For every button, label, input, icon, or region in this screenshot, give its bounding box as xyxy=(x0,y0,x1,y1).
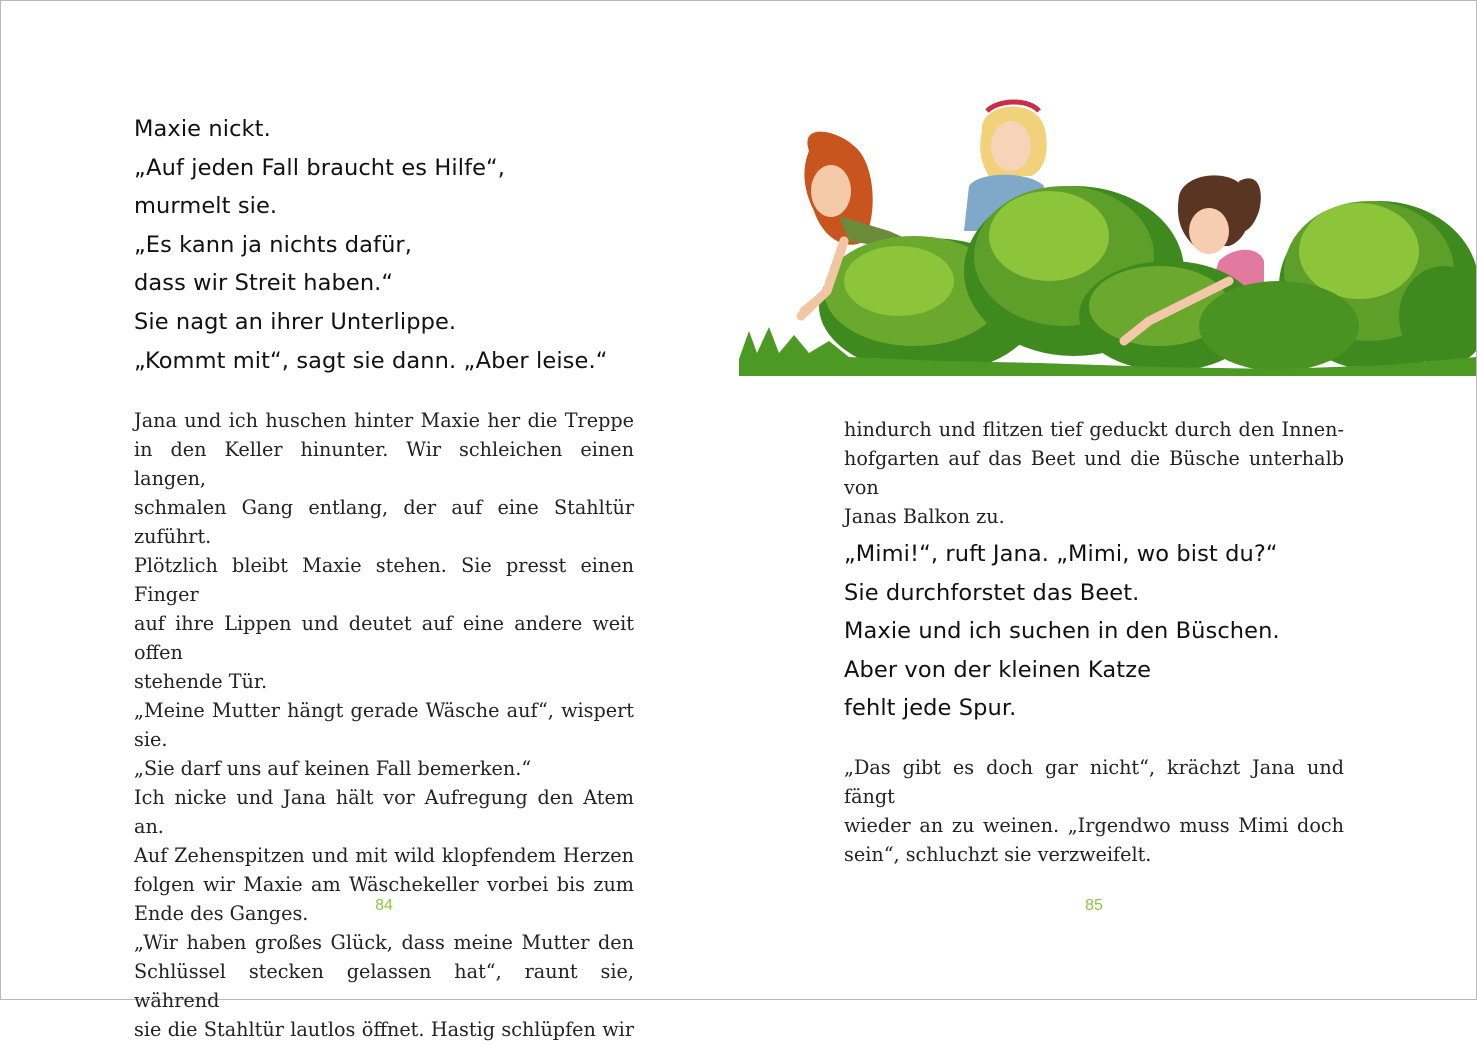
text-line: Sie nagt an ihrer Unterlippe. xyxy=(134,308,457,335)
right-large-text xyxy=(844,535,1280,728)
text-line: dass wir Streit haben.“ xyxy=(134,270,394,297)
text-line: „Meine Mutter hängt gerade Wäsche auf“, wispert sie. xyxy=(134,699,634,751)
text-line: sein“, schluchzt sie verzweifelt. xyxy=(844,843,1152,866)
right-body-text-top xyxy=(844,415,1344,531)
text-line: „Wir haben großes Glück, dass meine Mutter den xyxy=(134,931,634,954)
text-line: wieder an zu weinen. „Irgendwo muss Mimi doch xyxy=(844,814,1344,837)
text-line: fehlt jede Spur. xyxy=(844,695,1017,722)
text-line: stehende Tür. xyxy=(134,670,268,693)
text-line: Jana und ich huschen hinter Maxie her die Treppe xyxy=(134,409,634,432)
right-page xyxy=(739,1,1476,999)
text-line: Sie durchforstet das Beet. xyxy=(844,579,1140,606)
text-line: „Es kann ja nichts dafür, xyxy=(134,231,413,258)
text-line: Maxie nickt. xyxy=(134,116,271,142)
text-line: hofgarten auf das Beet und die Büsche unterhalb von xyxy=(844,447,1344,499)
page-number: 85 xyxy=(1085,897,1103,914)
text-line: „Auf jeden Fall braucht es Hilfe“, xyxy=(134,154,506,181)
text-line: Plötzlich bleibt Maxie stehen. Sie presst einen Finger xyxy=(134,554,634,606)
text-line: folgen wir Maxie am Wäschekeller vorbei bis zum xyxy=(134,873,634,896)
text-line: schmalen Gang entlang, der auf eine Stahltür zuführt. xyxy=(134,496,634,548)
text-line: Auf Zehenspitzen und mit wild klopfendem Herzen xyxy=(134,844,634,867)
text-line: in den Keller hinunter. Wir schleichen einen langen, xyxy=(134,438,634,490)
text-line: „Kommt mit“, sagt sie dann. „Aber leise.“ xyxy=(134,347,608,374)
text-line: auf ihre Lippen und deutet auf eine andere weit offen xyxy=(134,612,634,664)
text-line: Schlüssel stecken gelassen hat“, raunt sie, während xyxy=(134,960,634,1012)
left-body-text xyxy=(134,406,634,1044)
text-line: „Sie darf uns auf keinen Fall bemerken.“ xyxy=(134,757,532,780)
text-line: Maxie und ich suchen in den Büschen. xyxy=(844,618,1280,645)
text-line: Ich nicke und Jana hält vor Aufregung den Atem an. xyxy=(134,786,634,838)
text-line: Ende des Ganges. xyxy=(134,902,309,925)
text-line: „Mimi!“, ruft Jana. „Mimi, wo bist du?“ xyxy=(844,541,1278,567)
left-large-text xyxy=(134,110,607,380)
text-line: sie die Stahltür lautlos öffnet. Hastig schlüpfen wir xyxy=(134,1018,634,1041)
text-line: Aber von der kleinen Katze xyxy=(844,656,1152,683)
girls-in-bushes-illustration xyxy=(739,91,1476,381)
left-page xyxy=(1,1,739,1041)
text-line: murmelt sie. xyxy=(134,193,278,220)
page-number: 84 xyxy=(375,897,393,914)
text-line: Janas Balkon zu. xyxy=(844,505,1005,528)
bushes xyxy=(819,186,1476,374)
text-line: „Das gibt es doch gar nicht“, krächzt Jana und fängt xyxy=(844,756,1344,808)
text-line: hindurch und flitzen tief geduckt durch den Innen- xyxy=(844,418,1344,441)
right-body-text-bottom xyxy=(844,753,1344,869)
